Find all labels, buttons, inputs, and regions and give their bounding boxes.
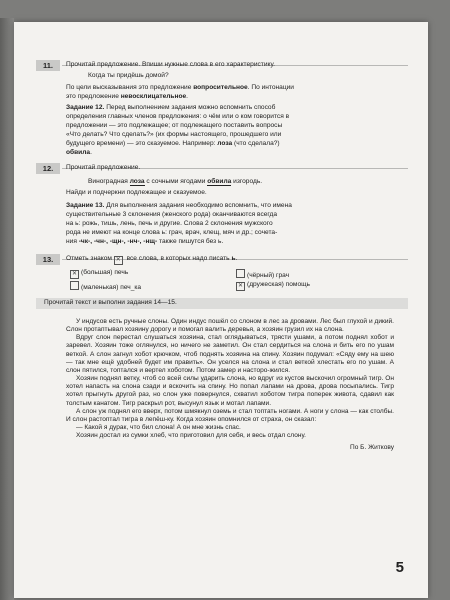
task-12-subtask: Найди и подчеркни подлежащее и сказуемое. (66, 189, 207, 196)
task-13-hint-line: существительные 3 склонения (женского рода) оканчиваются всегда (66, 211, 278, 218)
task-13-hint: Задание 13. Для выполнения задания необходимо вспомнить, что имена (66, 202, 292, 209)
reading-header: Прочитай текст и выполни задания 14—15. (44, 299, 177, 306)
story-paragraph: Вдруг слон перестал слушаться хозяина, стал оглядываться, трясти ушами, а потом поднял хобот и заревел. Хозяин тоже оглянулся, но ничего не заметил. Он стал сердиться на слона и бить его по ушам веткой. А слон загнул хобот крючком, чтоб поднять хозяина на спину. Хозяин подумал: «Сяду ему на шею — так мне ещё удобней будет им править». Он уселся на слона и стал веткой хлестать его по ушам. А слон пятился, топтался и вертел хоботом. Потом замер и насторо-жился. (66, 334, 394, 374)
task-12-sentence: Виноградная лоза с сочными ягодами обвила изгородь. (88, 178, 263, 185)
task-12-hint-line: определения главных членов предложения: о чём или о ком говорится в (66, 113, 290, 120)
checkbox-checked-icon[interactable]: ✕ (237, 283, 244, 289)
story-paragraph: А слон уж поднял его вверх, потом шмякнул оземь и стал топтать ногами. А ноги у слона — как столбы. И слон растоптал тигра в лепёш-ку. Когда хозяин опомнился от страха, он сказал: (66, 407, 394, 423)
option-bolshaya-pech[interactable]: ✕ (большая) печь (71, 269, 129, 277)
task-11-instruction: Прочитай предложение. Впиши нужные слова в его характеристику. (66, 61, 275, 68)
option-druzheskaya-pomoshch[interactable]: ✕ (дружеская) помощь (237, 281, 310, 289)
task-12-hint: Задание 12. Перед выполнением задания можно вспомнить способ (66, 104, 276, 111)
task-13-hint-line: на ь: рожь, тишь, лень, печь и другие. Слова 2 склонения мужского (66, 220, 273, 227)
story-author: По Б. Житкову (350, 444, 394, 452)
option-malenkaya-pechka[interactable]: (маленькая) печ_ка (70, 281, 141, 292)
story-paragraph: Хозяин поднял ветку, чтоб со всей силы ударить слона, но вдруг из кустов выскочил огромный тигр. Он хотел напасть на слона сзади и вскочить на спину. Но попал лапами на дрова, дрова посыпались. Тигр хотел прыгнуть другой раз, но слон уже повернулся, схватил хоботом тигра поперек живота, сдавил как толстым канатом. Тигр раскрыл рот, высунул язык и мотал лапами. (66, 375, 394, 407)
task-11-sentence: Когда ты придёшь домой? (88, 72, 169, 79)
task-12-hint-line: будущего времени) — это сказуемое. Например: лоза (что сделала?) (66, 140, 280, 147)
task-13-instruction: Отметь знаком ✕ все слова, в которых надо писать ь. (66, 255, 238, 263)
page-number: 5 (395, 559, 404, 576)
checkbox-empty-icon[interactable] (236, 269, 245, 278)
checkbox-checked-icon[interactable]: ✕ (71, 271, 78, 277)
task-12-instruction: Прочитай предложение. (66, 164, 141, 171)
task-12-hint-line: обвила. (66, 149, 92, 156)
task-number-12: 12. (36, 163, 60, 174)
task-number-13: 13. (36, 254, 60, 265)
task-number-11: 11. (36, 60, 60, 71)
option-chyorny-grach[interactable]: (чёрный) грач (236, 269, 289, 280)
story-paragraph: У индусов есть ручные слоны. Один индус пошёл со слоном в лес за дровами. Лес был глухой и дикий. Слон протаптывал хозяину дорогу и помогал валить деревья, а хозяин грузил их на слона. (66, 318, 394, 334)
task-12-hint-line: предложении — это подлежащее; от подлежащего поставить вопросы (66, 122, 283, 129)
task-11-line-3: По цели высказывания это предложение вопросительное. По интонации (66, 84, 294, 91)
checkbox-empty-icon[interactable] (70, 281, 79, 290)
book-spine-edge (0, 18, 14, 600)
task-12-hint-line: «Что делать? Что сделать?» (их формы настоящего, прошедшего или (66, 131, 282, 138)
task-13-hint-line: ния -чк-, -чн-, -щн-, -нч-, -нщ- также пишутся без ь. (66, 238, 224, 245)
task-11-line-4: это предложение невосклицательное. (66, 93, 189, 100)
story-paragraph: Хозяин достал из сумки хлеб, что приготовил для себя, и весь отдал слону. (76, 432, 306, 440)
story-text (66, 318, 394, 453)
workbook-page (14, 22, 428, 598)
story-paragraph: — Какой я дурак, что бил слона! А он мне жизнь спас. (76, 424, 241, 432)
task-13-hint-line: рода не имеют на конце слова ь: грач, врач, клещ, мяч и др.; сочета- (66, 229, 278, 236)
checkbox-sample-icon: ✕ (115, 257, 121, 263)
